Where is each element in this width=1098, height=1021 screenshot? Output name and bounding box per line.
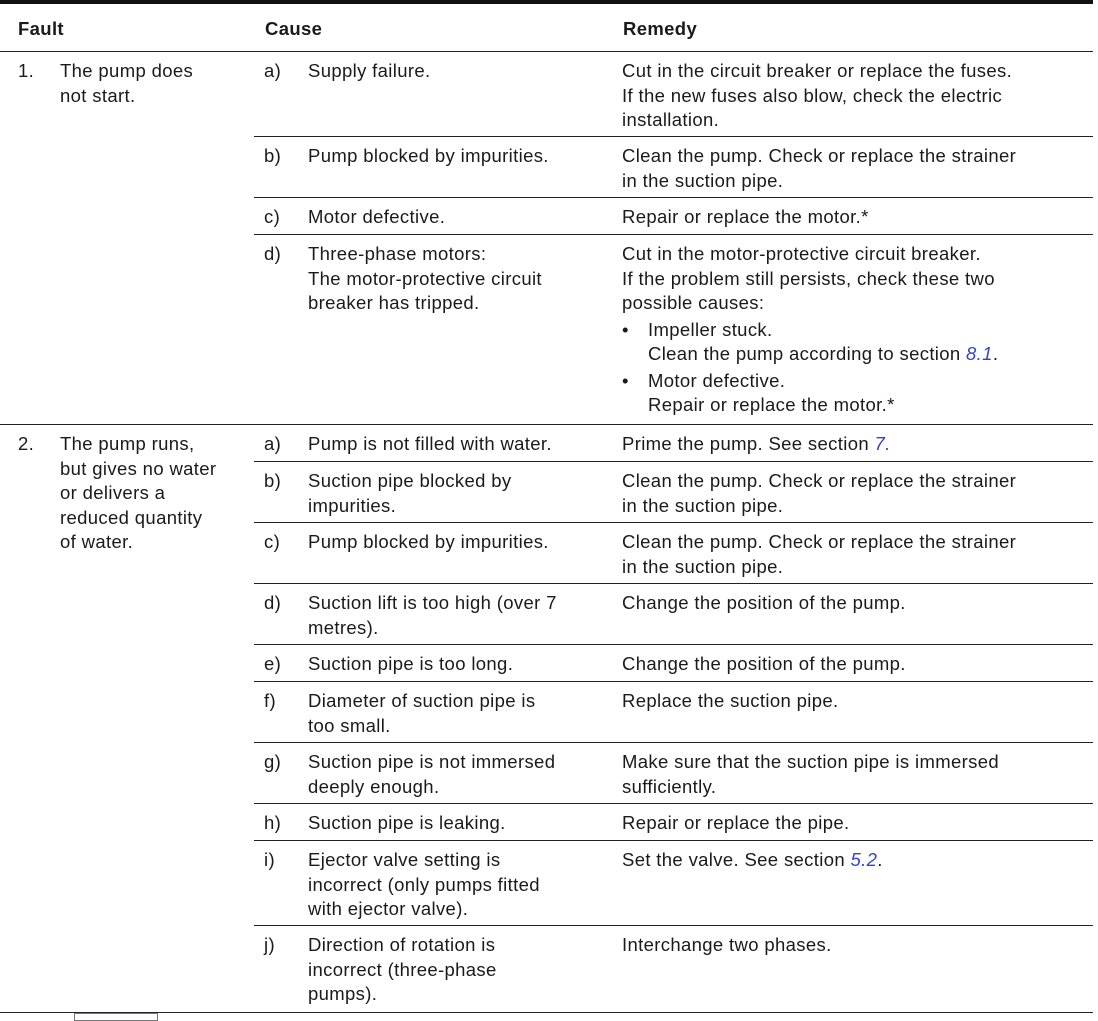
row-letter: c) [264, 531, 281, 552]
remedy-text [622, 591, 1092, 616]
row-letter: b) [264, 470, 282, 491]
cause-line: Pump blocked by impurities. [308, 145, 549, 166]
remedy-line: Cut in the motor-protective circuit breaker. [622, 243, 981, 264]
remedy-line: possible causes: [622, 292, 765, 313]
fault-line: or delivers a [60, 482, 166, 503]
footer-box [74, 1013, 158, 1021]
row-letter: j) [264, 934, 275, 955]
cause-line: breaker has tripped. [308, 292, 480, 313]
fault-line: but gives no water [60, 457, 217, 479]
bullet-detail-text: Clean the pump according to section [648, 343, 967, 364]
bottom-rule [0, 1012, 1093, 1013]
remedy-line: Change the position of the pump. [622, 653, 906, 674]
cause-line: with ejector valve). [308, 898, 469, 919]
row-letter: e) [264, 653, 282, 674]
row-letter: h) [264, 812, 282, 833]
fault-line: of water. [60, 531, 134, 552]
cause-line: impurities. [308, 494, 397, 516]
remedy-line: Interchange two phases. [622, 934, 832, 955]
section-link-7[interactable]: 7. [874, 433, 891, 454]
fault-group-2 [0, 425, 1093, 1012]
remedy-text [622, 530, 1092, 579]
section-link-8-1[interactable]: 8.1 [966, 343, 993, 364]
remedy-text [622, 689, 1092, 714]
cause-line: Suction pipe blocked by [308, 470, 512, 491]
row-letter: a) [264, 60, 282, 81]
cause-text [308, 432, 608, 457]
cause-line: Suction pipe is too long. [308, 653, 514, 674]
bullet-detail: Repair or replace the motor.* [648, 394, 895, 415]
fault-description [60, 59, 245, 108]
cause-line: deeply enough. [308, 775, 440, 797]
fault-line: not start. [60, 84, 136, 106]
remedy-line: Clean the pump. Check or replace the strainer [622, 145, 1017, 166]
cause-line: Direction of rotation is [308, 934, 496, 955]
bullet-title: Impeller stuck. [648, 318, 773, 340]
table-row [254, 51, 1093, 137]
remedy-line: in the suction pipe. [622, 555, 784, 577]
bullet-icon: • [622, 318, 629, 340]
cause-line: incorrect (only pumps fitted [308, 873, 540, 895]
cause-line: Pump blocked by impurities. [308, 531, 549, 552]
remedy-text [622, 144, 1092, 193]
table-row [254, 926, 1093, 1012]
remedy-line: Set the valve. See section [622, 849, 851, 870]
fault-number: 2. [18, 433, 35, 454]
remedy-text [622, 933, 1092, 958]
cause-line: Suction pipe is leaking. [308, 812, 506, 833]
remedy-line: Change the position of the pump. [622, 592, 906, 613]
table-row [254, 804, 1093, 841]
fault-group-1 [0, 51, 1093, 425]
table-row [254, 198, 1093, 235]
cause-line: Motor defective. [308, 206, 446, 227]
cause-line: metres). [308, 616, 379, 638]
row-letter: d) [264, 243, 282, 264]
cause-text [308, 750, 608, 799]
cause-text [308, 242, 608, 316]
remedy-column-header: Remedy [623, 18, 698, 39]
remedy-line: If the problem still persists, check these two [622, 267, 995, 289]
table-header [0, 4, 1093, 52]
table-row [254, 841, 1093, 926]
fault-line: The pump runs, [60, 433, 195, 454]
cause-text [308, 591, 608, 640]
bullet-icon: • [622, 369, 629, 391]
cause-line: Pump is not filled with water. [308, 433, 552, 454]
cause-line: pumps). [308, 983, 378, 1004]
table-row [254, 425, 1093, 462]
cause-line: too small. [308, 714, 391, 736]
remedy-line: sufficiently. [622, 775, 717, 797]
remedy-text [622, 205, 1092, 230]
remedy-text [622, 811, 1092, 836]
remedy-line: installation. [622, 109, 720, 130]
remedy-line: Prime the pump. See section [622, 433, 875, 454]
cause-text [308, 933, 608, 1007]
remedy-text [622, 848, 1092, 873]
cause-text [308, 530, 608, 555]
remedy-text [622, 59, 1092, 133]
remedy-line: Replace the suction pipe. [622, 690, 839, 711]
section-link-5-2[interactable]: 5.2 [850, 849, 878, 870]
cause-text [308, 205, 608, 230]
cause-line: Supply failure. [308, 60, 431, 81]
remedy-line: in the suction pipe. [622, 169, 784, 191]
cause-text [308, 811, 608, 836]
cause-line: Suction lift is too high (over 7 [308, 592, 557, 613]
remedy-text [622, 652, 1092, 677]
table-row [254, 523, 1093, 584]
fault-line: reduced quantity [60, 506, 203, 528]
table-row [254, 462, 1093, 523]
remedy-text [622, 469, 1092, 518]
table-row [254, 137, 1093, 198]
cause-text [308, 144, 608, 169]
bullet-detail-suffix: . [992, 343, 999, 364]
cause-text [308, 848, 608, 922]
remedy-line: Repair or replace the motor.* [622, 206, 869, 227]
cause-line: Ejector valve setting is [308, 849, 501, 870]
remedy-line: Make sure that the suction pipe is immersed [622, 751, 999, 772]
row-letter: b) [264, 145, 282, 166]
cause-text [308, 689, 608, 738]
table-row [254, 682, 1093, 743]
bullet-title: Motor defective. [648, 369, 786, 391]
remedy-line: in the suction pipe. [622, 494, 784, 516]
row-letter: f) [264, 690, 277, 711]
cause-column-header: Cause [265, 18, 323, 39]
table-row [254, 645, 1093, 682]
fault-column-header: Fault [18, 18, 64, 39]
row-letter: c) [264, 206, 281, 227]
fault-description [60, 432, 245, 555]
remedy-text [622, 242, 1092, 418]
bullet-item [622, 318, 1092, 343]
remedy-line: Repair or replace the pipe. [622, 812, 850, 833]
bullet-item [622, 369, 1092, 394]
remedy-line: Clean the pump. Check or replace the strainer [622, 470, 1017, 491]
table-row [254, 584, 1093, 645]
cause-text [308, 652, 608, 677]
row-letter: i) [264, 849, 275, 870]
row-letter: d) [264, 592, 282, 613]
row-letter: a) [264, 433, 282, 454]
table-row [254, 235, 1093, 424]
cause-line: Diameter of suction pipe is [308, 690, 536, 711]
cause-line: incorrect (three-phase [308, 958, 497, 980]
bullet-detail [622, 342, 1092, 367]
fault-line: The pump does [60, 60, 194, 81]
table-row [254, 743, 1093, 804]
remedy-text [622, 750, 1092, 799]
cause-line: Suction pipe is not immersed [308, 751, 556, 772]
remedy-text [622, 432, 1092, 457]
cause-line: The motor-protective circuit [308, 267, 542, 289]
row-letter: g) [264, 751, 282, 772]
remedy-line: Cut in the circuit breaker or replace the fuses. [622, 60, 1013, 81]
cause-text [308, 469, 608, 518]
remedy-suffix: . [877, 849, 883, 870]
fault-number: 1. [18, 60, 35, 81]
cause-line: Three-phase motors: [308, 243, 487, 264]
remedy-line: If the new fuses also blow, check the electric [622, 84, 1003, 106]
remedy-line: Clean the pump. Check or replace the strainer [622, 531, 1017, 552]
cause-text [308, 59, 608, 84]
